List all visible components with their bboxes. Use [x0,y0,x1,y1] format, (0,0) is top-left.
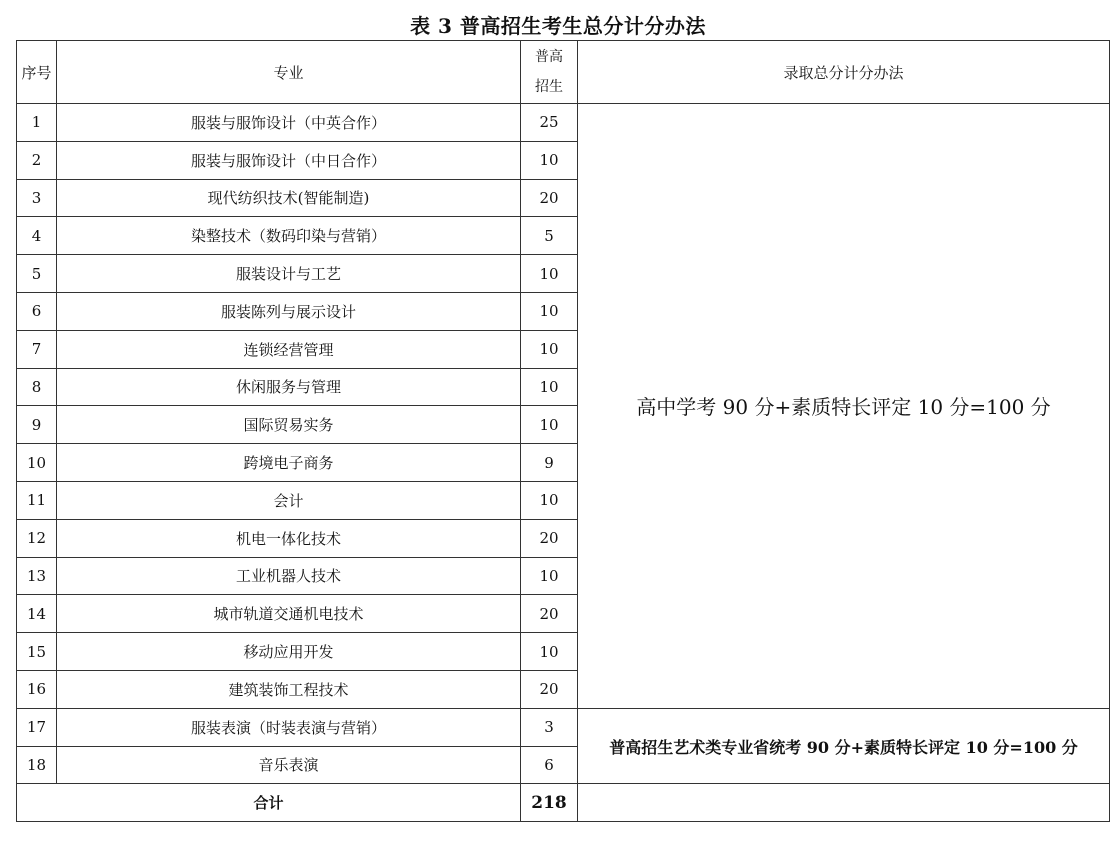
table-title: 表 3 普高招生考生总分计分办法 [410,14,706,38]
row-no: 1 [17,104,57,142]
row-no: 12 [17,519,57,557]
header-no: 序号 [17,41,57,104]
row-quota: 20 [521,670,578,708]
row-major: 会计 [57,481,521,519]
row-no: 5 [17,255,57,293]
row-no: 11 [17,481,57,519]
row-no: 15 [17,633,57,671]
row-major: 音乐表演 [57,746,521,784]
header-quota [521,41,578,104]
row-major: 连锁经营管理 [57,330,521,368]
row-major: 跨境电子商务 [57,444,521,482]
row-quota: 10 [521,255,578,293]
total-label: 合计 [17,784,521,822]
total-value: 218 [521,784,578,822]
row-quota: 25 [521,104,578,142]
row-quota: 6 [521,746,578,784]
header-quota-line2: 招生 [535,79,563,95]
row-quota: 10 [521,330,578,368]
row-quota: 10 [521,406,578,444]
table-row [17,104,1110,142]
row-major: 休闲服务与管理 [57,368,521,406]
row-major: 染整技术（数码印染与营销） [57,217,521,255]
row-no: 2 [17,141,57,179]
row-quota: 10 [521,292,578,330]
row-no: 14 [17,595,57,633]
row-no: 6 [17,292,57,330]
row-quota: 20 [521,595,578,633]
row-major: 服装与服饰设计（中日合作） [57,141,521,179]
table-row [17,708,1110,746]
row-no: 9 [17,406,57,444]
header-quota-line1: 普高 [535,49,563,65]
row-quota: 20 [521,519,578,557]
total-method-empty [578,784,1110,822]
row-major: 现代纺织技术(智能制造) [57,179,521,217]
row-major: 建筑装饰工程技术 [57,670,521,708]
method-general: 高中学考 90 分+素质特长评定 10 分=100 分 [578,104,1110,709]
row-no: 10 [17,444,57,482]
header-row [17,41,1110,104]
row-major: 服装与服饰设计（中英合作） [57,104,521,142]
total-row [17,784,1110,822]
row-quota: 5 [521,217,578,255]
row-no: 17 [17,708,57,746]
row-no: 16 [17,670,57,708]
method-art: 普高招生艺术类专业省统考 90 分+素质特长评定 10 分=100 分 [578,708,1110,784]
row-no: 3 [17,179,57,217]
row-quota: 10 [521,368,578,406]
row-quota: 20 [521,179,578,217]
row-major: 城市轨道交通机电技术 [57,595,521,633]
header-method: 录取总分计分办法 [578,41,1110,104]
row-major: 机电一体化技术 [57,519,521,557]
row-quota: 10 [521,481,578,519]
row-quota: 10 [521,633,578,671]
row-no: 4 [17,217,57,255]
header-major: 专业 [57,41,521,104]
row-quota: 10 [521,141,578,179]
row-major: 移动应用开发 [57,633,521,671]
row-major: 工业机器人技术 [57,557,521,595]
row-quota: 10 [521,557,578,595]
row-major: 服装陈列与展示设计 [57,292,521,330]
row-major: 服装表演（时装表演与营销） [57,708,521,746]
row-no: 7 [17,330,57,368]
row-no: 13 [17,557,57,595]
score-method-table [16,40,1110,822]
row-no: 18 [17,746,57,784]
row-major: 国际贸易实务 [57,406,521,444]
row-quota: 9 [521,444,578,482]
row-major: 服装设计与工艺 [57,255,521,293]
row-quota: 3 [521,708,578,746]
row-no: 8 [17,368,57,406]
